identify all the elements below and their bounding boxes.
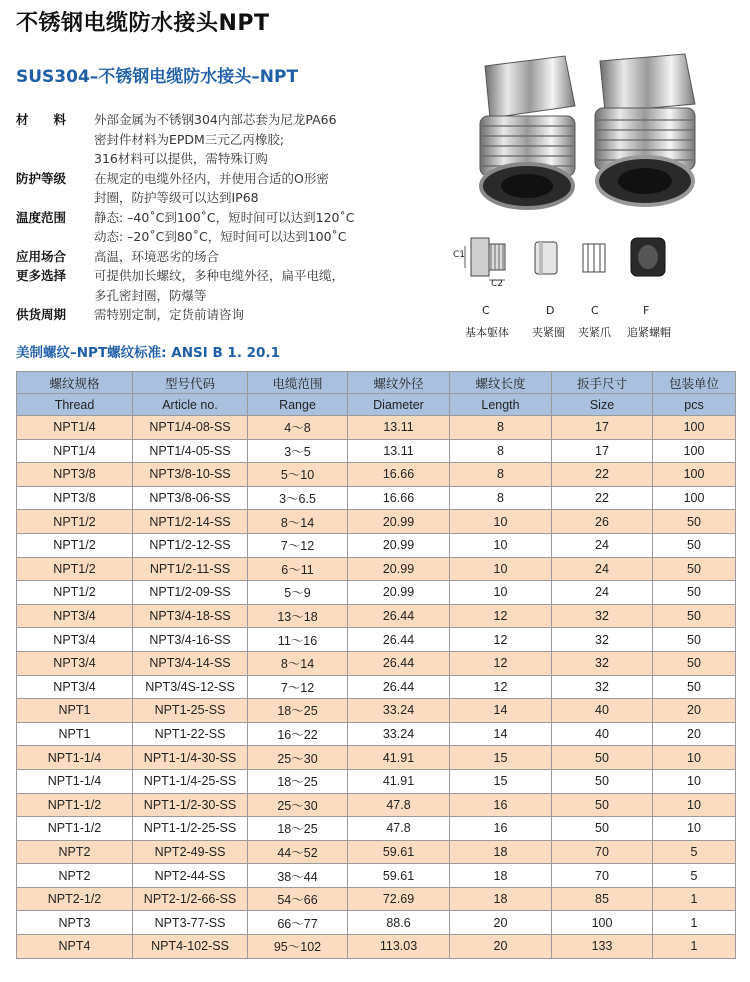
table-cell: 10 xyxy=(653,817,736,841)
table-cell: 50 xyxy=(653,675,736,699)
table-cell: 24 xyxy=(552,581,653,605)
part-name-base-body: 基本躯体 xyxy=(465,326,509,339)
spec-value-line: 封圈，防护等级可以达到IP68 xyxy=(94,190,259,205)
table-cell: 4～8 xyxy=(248,416,348,440)
header-row-cn xyxy=(17,372,736,394)
table-cell: 5 xyxy=(653,864,736,888)
table-row xyxy=(17,416,736,440)
table-cell: 20.99 xyxy=(348,557,450,581)
table-cell: 59.61 xyxy=(348,864,450,888)
table-cell: 15 xyxy=(450,746,552,770)
table-cell: 33.24 xyxy=(348,722,450,746)
table-cell: 70 xyxy=(552,840,653,864)
spec-value xyxy=(94,305,456,325)
table-cell: NPT1/2-12-SS xyxy=(133,533,248,557)
gland-left-icon xyxy=(480,56,575,208)
table-cell: 10 xyxy=(653,793,736,817)
spec-label: 更多选择 xyxy=(16,268,67,283)
table-cell: 50 xyxy=(552,793,653,817)
spec-value xyxy=(94,169,456,208)
table-cell: NPT3/4-14-SS xyxy=(133,651,248,675)
spec-label: 防护等级 xyxy=(16,170,67,186)
table-cell: 20 xyxy=(450,911,552,935)
base-body-icon xyxy=(465,238,505,280)
table-cell: NPT3/4 xyxy=(17,604,133,628)
table-cell: 1 xyxy=(653,935,736,959)
cap-nut-icon xyxy=(631,238,665,276)
header-cell-en: Size xyxy=(552,394,653,416)
table-cell: NPT2 xyxy=(17,864,133,888)
table-cell: NPT3/4S-12-SS xyxy=(133,675,248,699)
header-cell-cn: 螺纹规格 xyxy=(17,372,133,394)
table-cell: NPT1-25-SS xyxy=(133,699,248,723)
table-cell: 100 xyxy=(653,416,736,440)
table-cell: 5 xyxy=(653,840,736,864)
spec-value xyxy=(94,208,456,247)
table-cell: NPT2-1/2 xyxy=(17,887,133,911)
table-cell: 100 xyxy=(653,463,736,487)
table-cell: 33.24 xyxy=(348,699,450,723)
table-cell: NPT1/2-14-SS xyxy=(133,510,248,534)
table-cell: 12 xyxy=(450,628,552,652)
table-cell: 100 xyxy=(653,439,736,463)
table-cell: 20.99 xyxy=(348,510,450,534)
table-cell: 12 xyxy=(450,651,552,675)
table-cell: 18 xyxy=(450,864,552,888)
table-cell: 10 xyxy=(450,510,552,534)
spec-value-line: 高温，环境恶劣的场合 xyxy=(94,248,220,264)
table-cell: NPT3/8-06-SS xyxy=(133,486,248,510)
table-cell: 15 xyxy=(450,769,552,793)
table-cell: NPT3-77-SS xyxy=(133,911,248,935)
table-cell: 20 xyxy=(653,699,736,723)
table-cell: NPT4-102-SS xyxy=(133,935,248,959)
table-cell: 18 xyxy=(450,887,552,911)
table-cell: 41.91 xyxy=(348,746,450,770)
spec-value-line: 静态: –40˚C到100˚C，短时间可以达到120˚C xyxy=(94,209,355,225)
header-row-en xyxy=(17,394,736,416)
header-cell-en: Range xyxy=(248,394,348,416)
spec-value-line: 密封件材料为EPDM三元乙丙橡胶; xyxy=(94,131,285,147)
table-cell: 133 xyxy=(552,935,653,959)
table-cell: 14 xyxy=(450,722,552,746)
table-row xyxy=(17,699,736,723)
table-cell: NPT1-1/4-30-SS xyxy=(133,746,248,770)
table-cell: 66～77 xyxy=(248,911,348,935)
table-cell: 50 xyxy=(653,651,736,675)
table-cell: 26 xyxy=(552,510,653,534)
table-cell: 50 xyxy=(653,628,736,652)
table-cell: NPT3/8-10-SS xyxy=(133,463,248,487)
table-cell: 54～66 xyxy=(248,887,348,911)
table-cell: 70 xyxy=(552,864,653,888)
table-cell: 1 xyxy=(653,911,736,935)
header-cell-cn: 螺纹长度 xyxy=(450,372,552,394)
table-cell: NPT1-1/4 xyxy=(17,746,133,770)
table-cell: NPT1/4 xyxy=(17,439,133,463)
table-cell: 26.44 xyxy=(348,604,450,628)
spec-row xyxy=(16,266,456,305)
table-cell: NPT1-1/4-25-SS xyxy=(133,769,248,793)
spec-value xyxy=(94,247,456,267)
table-cell: 72.69 xyxy=(348,887,450,911)
table-cell: 8 xyxy=(450,416,552,440)
table-cell: 40 xyxy=(552,722,653,746)
header-cell-en: pcs xyxy=(653,394,736,416)
table-cell: NPT2-44-SS xyxy=(133,864,248,888)
table-cell: 3～6.5 xyxy=(248,486,348,510)
product-photo xyxy=(450,46,720,226)
table-cell: 20 xyxy=(450,935,552,959)
table-cell: 50 xyxy=(653,581,736,605)
spec-value xyxy=(94,266,456,305)
table-cell: 88.6 xyxy=(348,911,450,935)
table-cell: 8 xyxy=(450,463,552,487)
table-cell: 18～25 xyxy=(248,769,348,793)
table-row xyxy=(17,769,736,793)
spec-label: 温度范围 xyxy=(16,209,67,225)
table-cell: 50 xyxy=(552,769,653,793)
header-cell-cn: 扳手尺寸 xyxy=(552,372,653,394)
table-cell: 44～52 xyxy=(248,840,348,864)
spec-row xyxy=(16,208,456,247)
spec-value-line: 多孔密封圈，防爆等 xyxy=(94,287,207,303)
table-cell: 10 xyxy=(653,769,736,793)
table-row xyxy=(17,463,736,487)
table-cell: 18～25 xyxy=(248,817,348,841)
table-row xyxy=(17,533,736,557)
table-cell: 10 xyxy=(450,533,552,557)
table-cell: 13.11 xyxy=(348,416,450,440)
table-cell: NPT1-1/2 xyxy=(17,817,133,841)
table-cell: 26.44 xyxy=(348,628,450,652)
table-cell: 17 xyxy=(552,439,653,463)
header-cell-cn: 型号代码 xyxy=(133,372,248,394)
table-cell: NPT3 xyxy=(17,911,133,935)
table-cell: 14 xyxy=(450,699,552,723)
table-row xyxy=(17,887,736,911)
table-cell: 32 xyxy=(552,604,653,628)
clamp-claw-icon xyxy=(583,244,605,272)
table-cell: 22 xyxy=(552,486,653,510)
table-cell: NPT3/8 xyxy=(17,463,133,487)
table-cell: 11～16 xyxy=(248,628,348,652)
table-cell: NPT3/4-18-SS xyxy=(133,604,248,628)
part-name-clamp-ring: 夹紧圈 xyxy=(532,326,565,339)
table-cell: 32 xyxy=(552,651,653,675)
part-name-clamp-claw: 夹紧爪 xyxy=(578,326,611,339)
part-name-cap-nut: 追紧螺帽 xyxy=(627,326,671,339)
product-subtitle: SUS304–不锈钢电缆防水接头–NPT xyxy=(16,67,299,87)
parts-diagram xyxy=(455,232,715,342)
spec-list xyxy=(16,110,456,325)
table-row xyxy=(17,864,736,888)
table-cell: 95～102 xyxy=(248,935,348,959)
table-cell: 32 xyxy=(552,628,653,652)
table-cell: 5～9 xyxy=(248,581,348,605)
table-cell: NPT1/2 xyxy=(17,557,133,581)
spec-label: 供货周期 xyxy=(16,307,67,322)
table-cell: NPT1/2-09-SS xyxy=(133,581,248,605)
header-cell-en: Article no. xyxy=(133,394,248,416)
table-cell: 12 xyxy=(450,675,552,699)
table-cell: NPT1/4 xyxy=(17,416,133,440)
table-cell: 6～11 xyxy=(248,557,348,581)
table-cell: 26.44 xyxy=(348,675,450,699)
table-cell: NPT1-22-SS xyxy=(133,722,248,746)
table-cell: 13.11 xyxy=(348,439,450,463)
table-row xyxy=(17,675,736,699)
table-cell: 50 xyxy=(653,533,736,557)
table-cell: NPT1 xyxy=(17,699,133,723)
table-cell: 25～30 xyxy=(248,793,348,817)
table-row xyxy=(17,935,736,959)
table-cell: NPT1-1/4 xyxy=(17,769,133,793)
table-cell: 8 xyxy=(450,439,552,463)
table-cell: 50 xyxy=(653,604,736,628)
header-cell-cn: 包装单位 xyxy=(653,372,736,394)
page-title: 不锈钢电缆防水接头NPT xyxy=(16,11,270,36)
table-row xyxy=(17,746,736,770)
table-cell: 20 xyxy=(653,722,736,746)
table-cell: NPT3/4 xyxy=(17,628,133,652)
spec-value-line: 需特别定制，定货前请咨询 xyxy=(94,307,245,322)
part-letter-cap-nut: F xyxy=(643,304,650,317)
table-cell: NPT1-1/2-30-SS xyxy=(133,793,248,817)
table-cell: 16.66 xyxy=(348,463,450,487)
spec-value-line: 动态: –20˚C到80˚C，短时间可以达到100˚C xyxy=(94,229,347,244)
header-cell-cn: 电缆范围 xyxy=(248,372,348,394)
table-cell: 100 xyxy=(653,486,736,510)
header-cell-cn: 螺纹外径 xyxy=(348,372,450,394)
table-cell: NPT1-1/2 xyxy=(17,793,133,817)
table-cell: 24 xyxy=(552,533,653,557)
table-cell: NPT1/2 xyxy=(17,581,133,605)
spec-label: 应用场合 xyxy=(16,248,67,264)
table-cell: 12 xyxy=(450,604,552,628)
table-cell: 59.61 xyxy=(348,840,450,864)
table-cell: NPT1/2-11-SS xyxy=(133,557,248,581)
table-row xyxy=(17,557,736,581)
table-cell: 38～44 xyxy=(248,864,348,888)
table-cell: NPT3/4 xyxy=(17,675,133,699)
table-cell: 16 xyxy=(450,817,552,841)
table-cell: NPT2-49-SS xyxy=(133,840,248,864)
table-cell: 1 xyxy=(653,887,736,911)
table-row xyxy=(17,840,736,864)
gland-right-icon xyxy=(595,54,695,205)
table-cell: 10 xyxy=(653,746,736,770)
spec-value-line: 可提供加长螺纹，多种电缆外径，扁平电缆， xyxy=(94,268,345,283)
table-row xyxy=(17,486,736,510)
table-cell: NPT3/8 xyxy=(17,486,133,510)
table-cell: 50 xyxy=(552,817,653,841)
table-row xyxy=(17,722,736,746)
table-cell: NPT2 xyxy=(17,840,133,864)
table-row xyxy=(17,817,736,841)
header-cell-en: Thread xyxy=(17,394,133,416)
table-cell: 8 xyxy=(450,486,552,510)
table-cell: 3～5 xyxy=(248,439,348,463)
table-cell: 22 xyxy=(552,463,653,487)
table-cell: 17 xyxy=(552,416,653,440)
spec-value xyxy=(94,110,456,169)
spec-row xyxy=(16,247,456,267)
table-cell: 16～22 xyxy=(248,722,348,746)
spec-label: 材 料 xyxy=(16,112,67,127)
table-row xyxy=(17,793,736,817)
table-cell: 47.8 xyxy=(348,793,450,817)
thread-standard-title: 美制螺纹–NPT螺纹标准: ANSI B 1. 20.1 xyxy=(16,345,280,361)
table-cell: 32 xyxy=(552,675,653,699)
table-row xyxy=(17,911,736,935)
table-cell: 26.44 xyxy=(348,651,450,675)
clamp-ring-icon xyxy=(535,242,557,274)
table-row xyxy=(17,604,736,628)
table-cell: 47.8 xyxy=(348,817,450,841)
table-row xyxy=(17,628,736,652)
dim-c2-label: C2 xyxy=(491,279,504,289)
table-cell: 100 xyxy=(552,911,653,935)
table-cell: 20.99 xyxy=(348,533,450,557)
table-row xyxy=(17,651,736,675)
spec-row xyxy=(16,169,456,208)
table-cell: 50 xyxy=(653,557,736,581)
table-cell: 40 xyxy=(552,699,653,723)
header-cell-en: Length xyxy=(450,394,552,416)
table-cell: 7～12 xyxy=(248,675,348,699)
dim-c1-label: C1 xyxy=(453,250,466,260)
table-cell: 50 xyxy=(653,510,736,534)
table-cell: 7～12 xyxy=(248,533,348,557)
table-cell: NPT1/2 xyxy=(17,533,133,557)
header-cell-en: Diameter xyxy=(348,394,450,416)
table-row xyxy=(17,510,736,534)
table-cell: NPT3/4-16-SS xyxy=(133,628,248,652)
table-cell: 50 xyxy=(552,746,653,770)
part-letter-clamp-ring: D xyxy=(546,304,555,317)
table-cell: 10 xyxy=(450,557,552,581)
table-cell: 16.66 xyxy=(348,486,450,510)
spec-value-line: 316材料可以提供，需特殊订购 xyxy=(94,151,268,166)
spec-table xyxy=(16,371,736,959)
table-cell: NPT3/4 xyxy=(17,651,133,675)
table-cell: NPT1/2 xyxy=(17,510,133,534)
part-letter-clamp-claw: C xyxy=(591,304,599,317)
table-cell: NPT1/4-05-SS xyxy=(133,439,248,463)
table-cell: 24 xyxy=(552,557,653,581)
table-cell: NPT1 xyxy=(17,722,133,746)
spec-row xyxy=(16,110,456,169)
table-cell: 13～18 xyxy=(248,604,348,628)
table-cell: NPT4 xyxy=(17,935,133,959)
table-row xyxy=(17,581,736,605)
table-cell: NPT1/4-08-SS xyxy=(133,416,248,440)
table-row xyxy=(17,439,736,463)
spec-row xyxy=(16,305,456,325)
table-cell: 8～14 xyxy=(248,510,348,534)
spec-value-line: 在规定的电缆外径内，并使用合适的O形密 xyxy=(94,170,329,186)
table-cell: 113.03 xyxy=(348,935,450,959)
table-cell: 18 xyxy=(450,840,552,864)
part-letter-base-body: C xyxy=(482,304,490,317)
table-cell: NPT2-1/2-66-SS xyxy=(133,887,248,911)
table-cell: 5～10 xyxy=(248,463,348,487)
table-cell: 41.91 xyxy=(348,769,450,793)
table-cell: 8～14 xyxy=(248,651,348,675)
table-cell: 18～25 xyxy=(248,699,348,723)
table-cell: 25～30 xyxy=(248,746,348,770)
spec-value-line: 外部金属为不锈钢304内部芯套为尼龙PA66 xyxy=(94,112,337,127)
table-cell: 10 xyxy=(450,581,552,605)
table-cell: 16 xyxy=(450,793,552,817)
table-cell: 20.99 xyxy=(348,581,450,605)
table-cell: NPT1-1/2-25-SS xyxy=(133,817,248,841)
table-cell: 85 xyxy=(552,887,653,911)
